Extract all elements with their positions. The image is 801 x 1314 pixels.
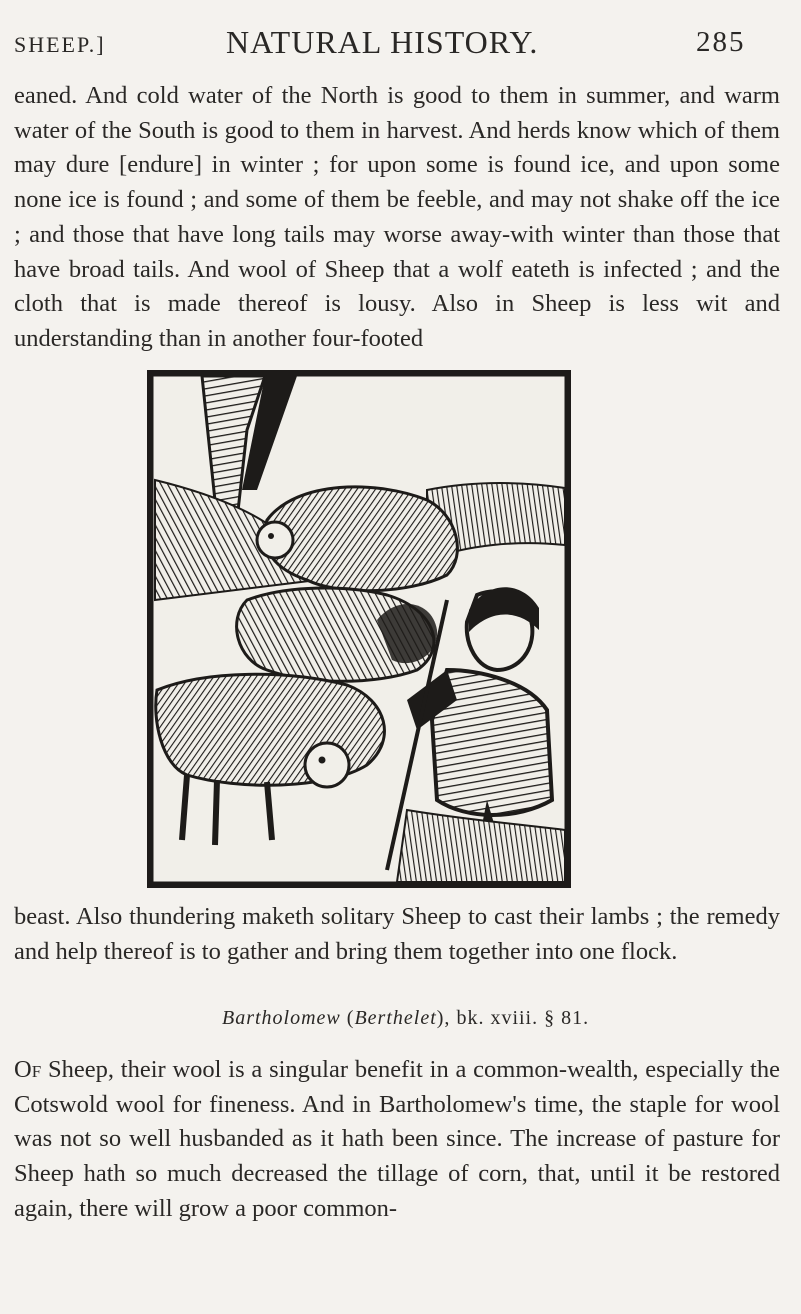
citation: Bartholomew (Berthelet), bk. xviii. § 81. [222, 1007, 590, 1029]
book-title: NATURAL HISTORY. [226, 24, 539, 60]
paragraph-3-text: Sheep, their wool is a singular benefit in a common-wealth, especially the Cotswold wool for fineness. And in Bartholomew's time, the staple for wool was not so well husbanded as it hath been since. The increase of pasture for Sheep hath so much decreased the tillage of corn, that, until it be restored again, there will grow a poor common- [14, 1056, 780, 1222]
section-title: SHEEP.] [14, 32, 106, 57]
paragraph-3 [14, 1053, 780, 1227]
citation-author: Bartholomew [222, 1007, 341, 1029]
paragraph-1: eaned. And cold water of the North is good to them in summer, and warm water of the South is good to them in harvest. And herds know which of them may dure [endure] in winter ; for upon some is found ice, and upon some none ice is found ; and some of them be feeble, and may not shake off the ice ; and those that have long tails may worse away-with winter than those that have broad tails. And wool of Sheep that a wolf eateth is infected ; and the cloth that is made thereof is lousy. Also in Sheep is less wit and understanding than in another four-footed [14, 82, 780, 352]
paragraph-2: beast. Also thundering maketh solitary Sheep to cast their lambs ; the remedy and help thereof is to gather and bring them together into one flock. [14, 903, 780, 965]
citation-reference: bk. xviii. § 81. [456, 1007, 590, 1029]
running-header [14, 20, 774, 64]
woodcut-illustration [147, 370, 571, 888]
page-number: 285 [696, 26, 746, 58]
paragraph-3-lead: Of [14, 1056, 42, 1083]
citation-translator: Berthelet [354, 1007, 437, 1029]
